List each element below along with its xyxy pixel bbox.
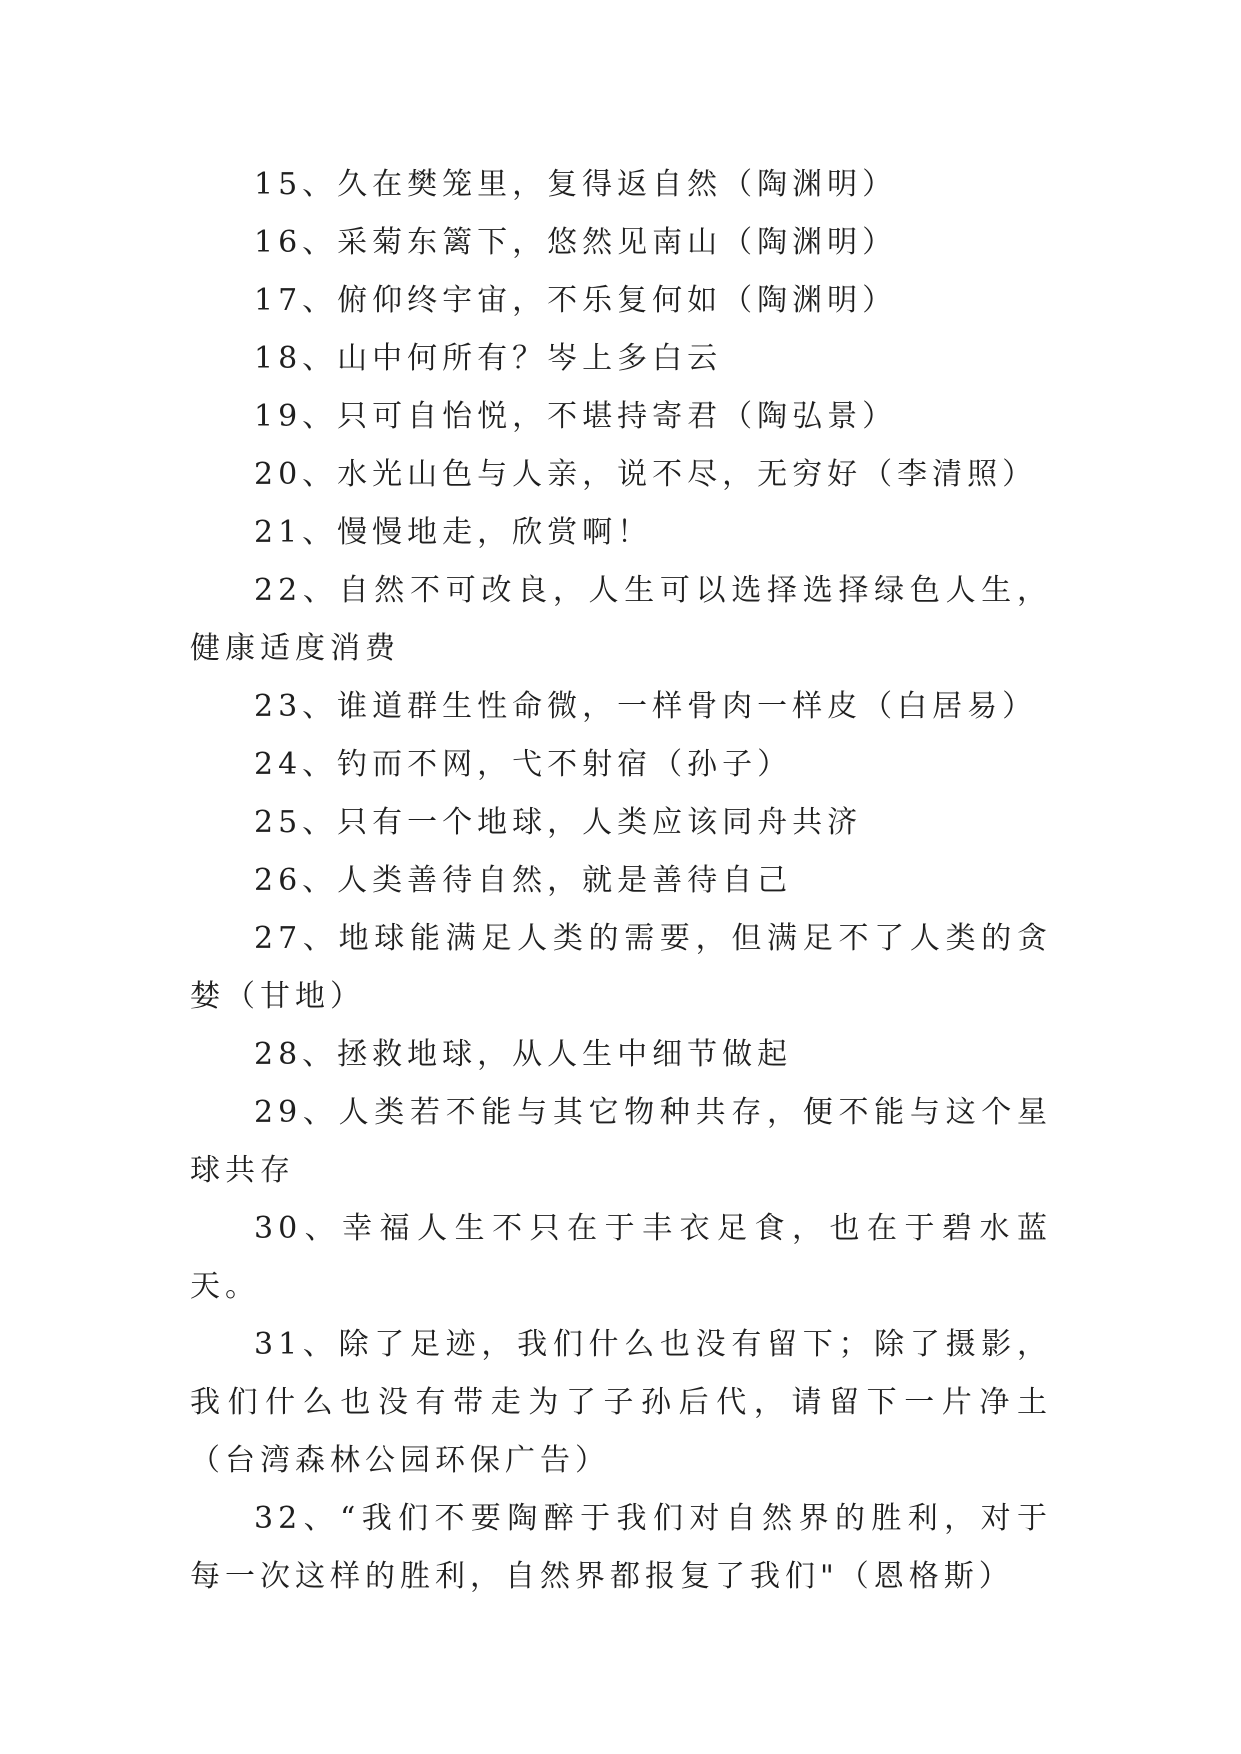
document-body [190, 156, 1052, 1606]
quote-paragraph-15: 15、久在樊笼里，复得返自然（陶渊明） [254, 167, 898, 202]
quote-paragraph-17: 17、俯仰终宇宙，不乐复何如（陶渊明） [254, 283, 898, 318]
quote-paragraph-24: 24、钓而不网，弋不射宿（孙子） [254, 747, 793, 782]
quote-paragraph-18: 18、山中何所有？岑上多白云 [254, 341, 723, 376]
quote-paragraph-23: 23、谁道群生性命微，一样骨肉一样皮（白居易） [254, 689, 1038, 724]
quote-paragraph-32: 32、“我们不要陶醉于我们对自然界的胜利，对于每一次这样的胜利，自然界都报复了我们"（恩格斯） [190, 1501, 1052, 1594]
quote-paragraph-25: 25、只有一个地球，人类应该同舟共济 [254, 805, 863, 840]
quote-paragraph-30: 30、幸福人生不只在于丰衣足食，也在于碧水蓝天。 [190, 1211, 1052, 1304]
quote-paragraph-21: 21、慢慢地走，欣赏啊！ [254, 515, 653, 550]
quote-paragraph-20: 20、水光山色与人亲，说不尽，无穷好（李清照） [254, 457, 1038, 492]
quote-paragraph-22: 22、自然不可改良，人生可以选择选择绿色人生，健康适度消费 [190, 573, 1052, 666]
quote-paragraph-19: 19、只可自怡悦，不堪持寄君（陶弘景） [254, 399, 898, 434]
quote-paragraph-27: 27、地球能满足人类的需要，但满足不了人类的贪婪（甘地） [190, 921, 1052, 1014]
quote-paragraph-26: 26、人类善待自然，就是善待自己 [254, 863, 793, 898]
quote-paragraph-29: 29、人类若不能与其它物种共存，便不能与这个星球共存 [190, 1095, 1052, 1188]
quote-paragraph-16: 16、采菊东篱下，悠然见南山（陶渊明） [254, 225, 898, 260]
quote-paragraph-28: 28、拯救地球，从人生中细节做起 [254, 1037, 793, 1072]
quote-paragraph-31: 31、除了足迹，我们什么也没有留下；除了摄影，我们什么也没有带走为了子孙后代，请留下一片净土（台湾森林公园环保广告） [190, 1327, 1052, 1478]
